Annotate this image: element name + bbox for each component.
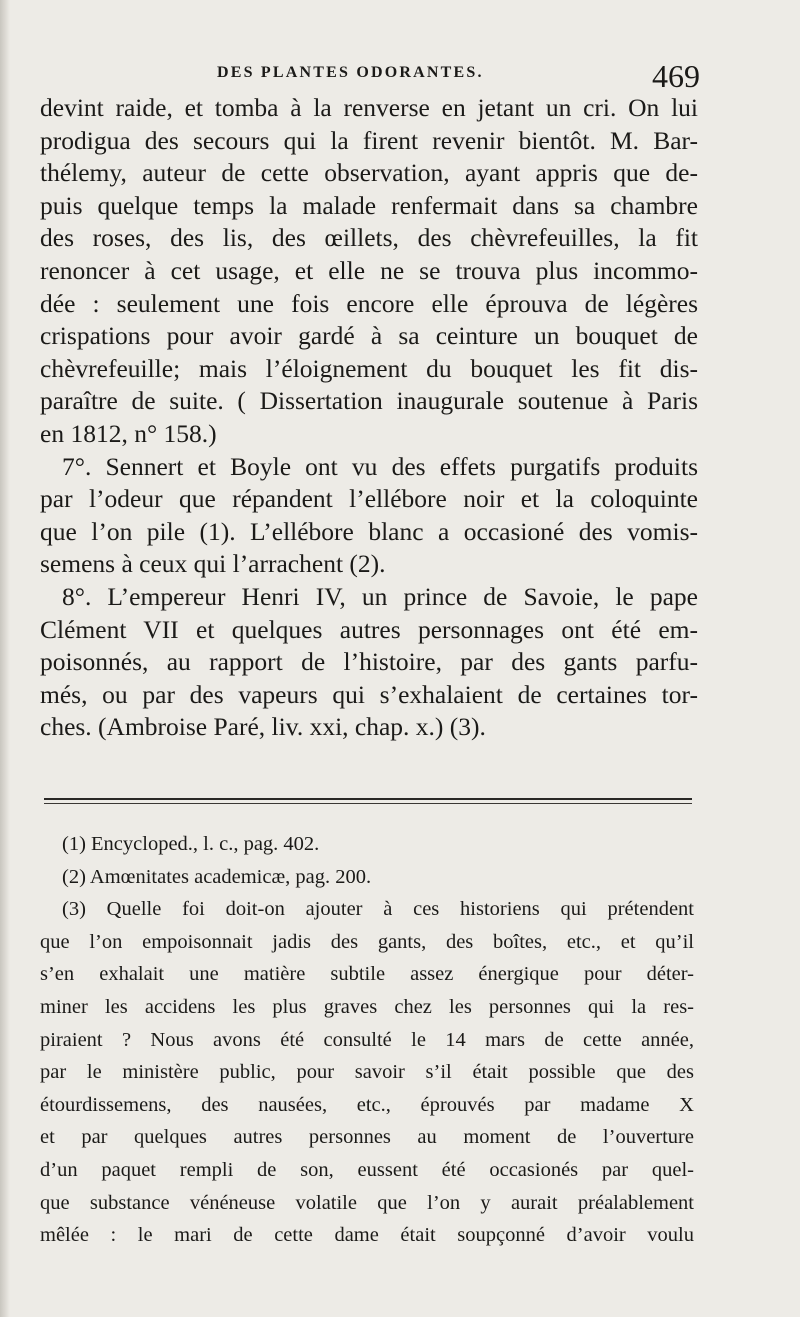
text-line: ches. (Ambroise Paré, liv. xxi, chap. x.) (3). (40, 712, 486, 742)
text-line: que l’on pile (1). L’ellébore blanc a occasioné des vomis- (40, 516, 698, 546)
text-line: 8°. L’empereur Henri IV, un prince de Savoie, le pape (62, 581, 698, 611)
text-line: semens à ceux qui l’arrachent (2). (40, 549, 386, 579)
footnote-line: (3) Quelle foi doit-on ajouter à ces historiens qui prétendent (62, 898, 694, 921)
text-line: crispations pour avoir gardé à sa ceinture un bouquet de (40, 321, 698, 351)
footnote-line: mêlée : le mari de cette dame était soupçonné d’avoir voulu (40, 1224, 694, 1247)
page-edge-shadow (0, 0, 10, 1317)
footnote-rule-thin (44, 803, 692, 804)
text-line: renoncer à cet usage, et elle ne se trouva plus incommo- (40, 255, 698, 285)
text-line: 7°. Sennert et Boyle ont vu des effets purgatifs produits (62, 451, 698, 481)
text-line: puis quelque temps la malade renfermait dans sa chambre (40, 190, 698, 220)
footnote-line: que l’on empoisonnait jadis des gants, des boîtes, etc., et qu’il (40, 930, 694, 953)
footnote-line: étourdissemens, des nausées, etc., éprouvés par madame X (40, 1093, 694, 1116)
text-line: poisonnés, au rapport de l’histoire, par des gants parfu- (40, 647, 698, 677)
footnote-line: et par quelques autres personnes au moment de l’ouverture (40, 1126, 694, 1149)
text-line: en 1812, n° 158.) (40, 418, 217, 448)
text-line: Clément VII et quelques autres personnages ont été em- (40, 614, 698, 644)
text-line: paraître de suite. ( Dissertation inaugurale soutenue à Paris (40, 386, 698, 416)
footnote-line: piraient ? Nous avons été consulté le 14 mars de cette année, (40, 1028, 694, 1051)
text-line: des roses, des lis, des œillets, des chèvrefeuilles, la fit (40, 223, 698, 253)
footnote-line: miner les accidens les plus graves chez les personnes qui la res- (40, 995, 694, 1018)
footnote-rule (44, 798, 692, 800)
footnote-line: par le ministère public, pour savoir s’il était possible que des (40, 1061, 694, 1084)
page-number: 469 (652, 58, 700, 94)
footnote-line: que substance vénéneuse volatile que l’on y aurait préalablement (40, 1191, 694, 1214)
text-line: chèvrefeuille; mais l’éloignement du bouquet les fit dis- (40, 353, 698, 383)
main-text (40, 92, 698, 744)
running-head (0, 60, 800, 94)
text-line: thélemy, auteur de cette observation, ayant appris que de- (40, 158, 698, 188)
footnote-line: d’un paquet rempli de son, eussent été occasionés par quel- (40, 1158, 694, 1181)
footnote-line: (2) Amœnitates academicæ, pag. 200. (62, 865, 372, 888)
text-line: més, ou par des vapeurs qui s’exhalaient de certaines tor- (40, 679, 698, 709)
text-line: devint raide, et tomba à la renverse en jetant un cri. On lui (40, 93, 698, 122)
footnote-line: (1) Encycloped., l. c., pag. 402. (62, 833, 320, 855)
text-line: par l’odeur que répandent l’ellébore noir et la coloquinte (40, 484, 698, 514)
text-line: dée : seulement une fois encore elle éprouva de légères (40, 288, 698, 318)
running-title: DES PLANTES ODORANTES. (217, 64, 484, 81)
footnote-line: s’en exhalait une matière subtile assez énergique pour déter- (40, 963, 694, 986)
text-line: prodigua des secours qui la firent revenir bientôt. M. Bar- (40, 125, 698, 155)
footnotes (40, 828, 694, 1252)
